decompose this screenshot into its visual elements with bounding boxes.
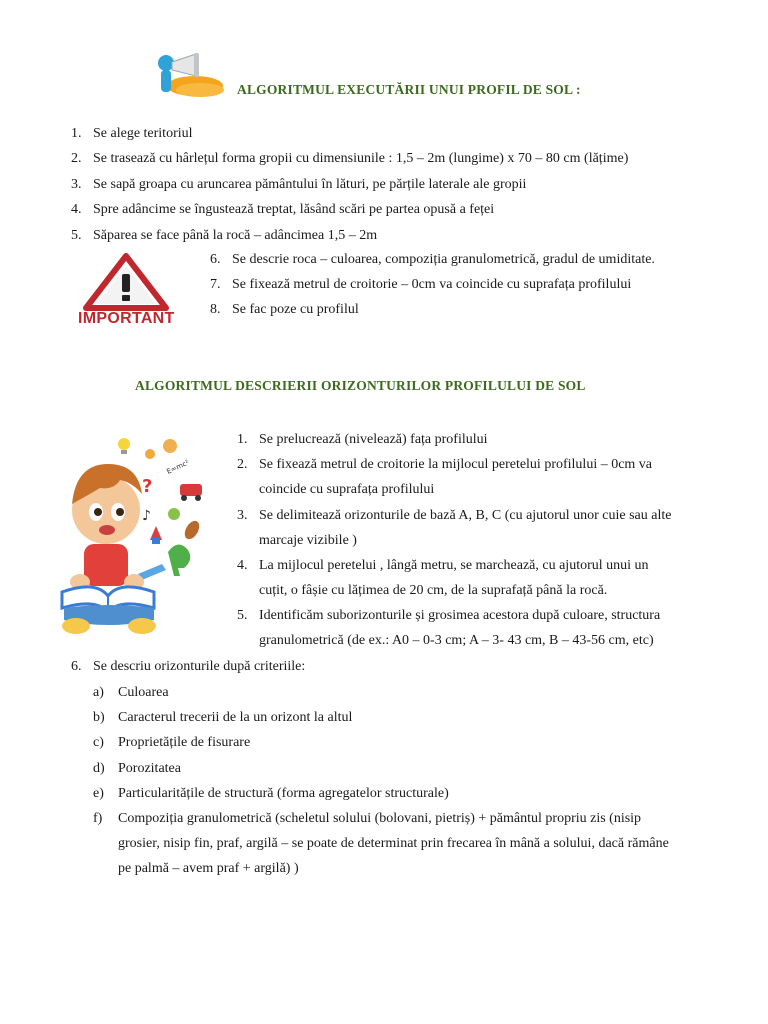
formula-label: E=mc² [165, 458, 191, 476]
criteria-item: c) Proprietățile de fisurare [93, 735, 251, 750]
list-item: 2. Se fixează metrul de croitorie la mijlocul peretelui profilului – 0cm va [237, 457, 653, 472]
list-item: 4. La mijlocul peretelui , lângă metru, se marchează, cu ajutorul unui un [237, 558, 649, 573]
criteria-item: e) Particularitățile de structură (forma agregatelor structurale) [93, 786, 449, 801]
list-item-continuation: granulometrică (de ex.: A0 – 0-3 cm; A – 3- 43 cm, B – 43-56 cm, etc) [259, 633, 654, 648]
list-item: 7. Se fixează metrul de croitorie – 0cm va coincide cu suprafața profilului [210, 277, 632, 292]
list-item-continuation: coincide cu suprafața profilului [259, 482, 435, 497]
svg-text:?: ? [142, 476, 153, 497]
list-item: 5. Identificăm suborizonturile și grosimea acestora după culoare, structura [237, 608, 661, 623]
criteria-item: f) Compoziția granulometrică (scheletul solului (bolovani, pietriș) + pământul propriu zis (nisip [93, 811, 642, 826]
criteria-item: a) Culoarea [93, 685, 169, 700]
criteria-item: d) Porozitatea [93, 761, 181, 776]
list-item: 6. Se descriu orizonturile după criteriile: [71, 659, 306, 674]
list-item: 3. Se sapă groapa cu aruncarea pământului în lături, pe părțile laterale ale gropii [71, 177, 527, 192]
child-reading-illustration [58, 432, 208, 642]
section-2-title: ALGORITMUL DESCRIERII ORIZONTURILOR PROFILULUI DE SOL [135, 378, 586, 393]
list-item: 8. Se fac poze cu profilul [210, 302, 359, 317]
list-item: 5. Săparea se face până la rocă – adâncimea 1,5 – 2m [71, 228, 378, 243]
important-label: IMPORTANT [78, 310, 175, 327]
list-item: 2. Se trasează cu hârlețul forma gropii cu dimensiunile : 1,5 – 2m (lungime) x 70 – 80 cm (lățime) [71, 151, 629, 166]
list-item-continuation: marcaje vizibile ) [259, 533, 357, 548]
criteria-item-continuation: pe palmă – avem praf + argilă) ) [118, 861, 299, 876]
section-1-title: ALGORITMUL EXECUTĂRII UNUI PROFIL DE SOL : [237, 82, 581, 97]
list-item: 6. Se descrie roca – culoarea, compoziția granulometrică, gradul de umiditate. [210, 252, 655, 267]
megaphone-icon [150, 50, 230, 98]
list-item: 1. Se prelucrează (nivelează) fața profilului [237, 432, 488, 447]
criteria-item-continuation: grosier, nisip fin, praf, argilă – se poate de determinat prin frecarea în mână a solului, dacă rămâne [118, 836, 669, 851]
list-item: 3. Se delimitează orizonturile de bază A, B, C (cu ajutorul unor cuie sau alte [237, 508, 672, 523]
list-item: 4. Spre adâncime se îngustează treptat, lăsând scări pe partea opusă a feței [71, 202, 495, 217]
list-item-continuation: cuțit, o fâșie cu lățimea de 20 cm, de la suprafață până la rocă. [259, 583, 608, 598]
svg-text:♪: ♪ [142, 508, 151, 524]
list-item: 1. Se alege teritoriul [71, 126, 193, 141]
criteria-item: b) Caracterul trecerii de la un orizont la altul [93, 710, 353, 725]
